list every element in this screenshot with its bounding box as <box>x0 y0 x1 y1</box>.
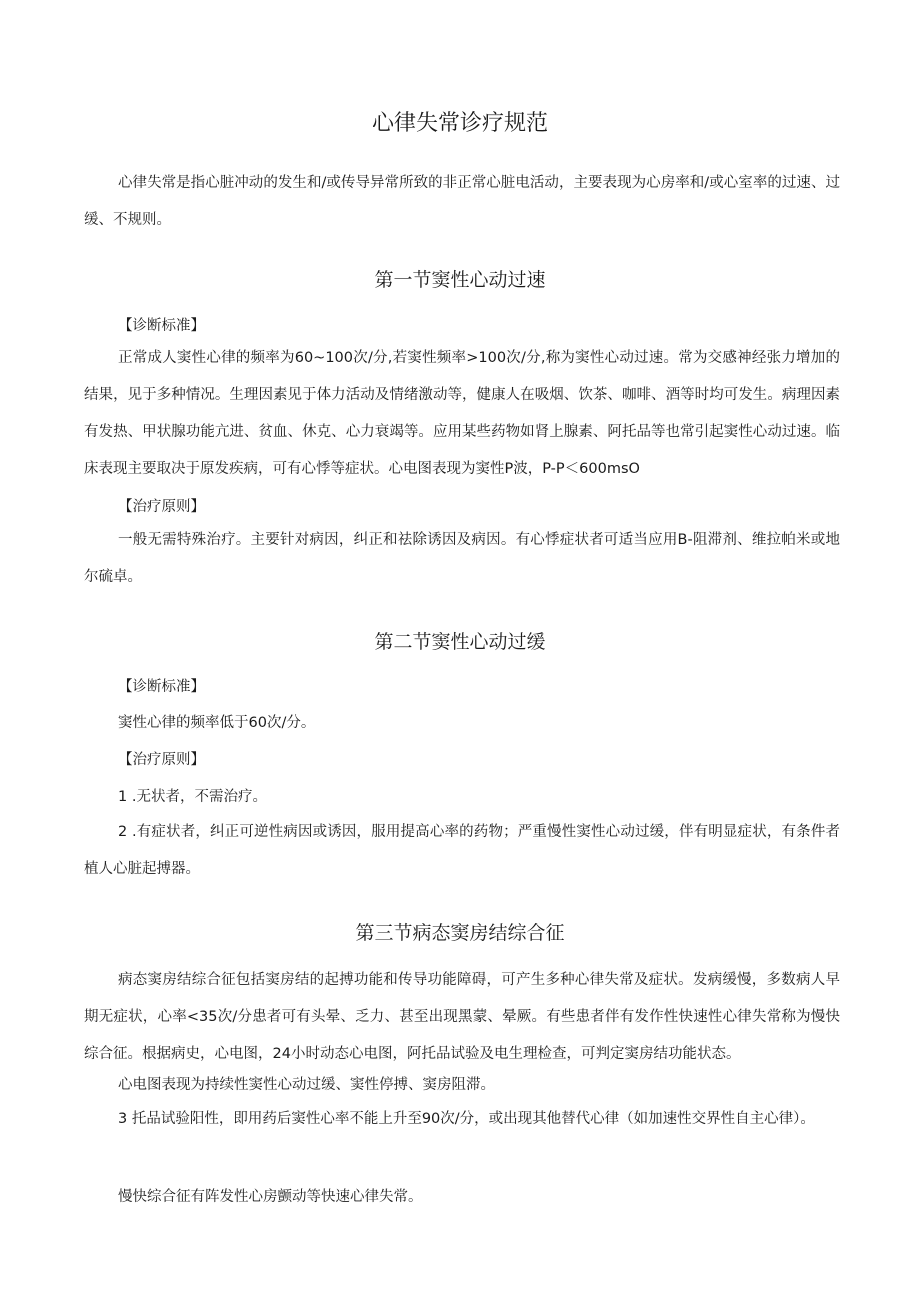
section-2-treatment-label: 【治疗原则】 <box>118 752 205 768</box>
section-3-heading: 第三节病态窦房结综合征 <box>355 922 565 944</box>
section-2-treatment-item-2: 2 .有症状者，纠正可逆性病因或诱因，服用提高心率的药物；严重慢性窦性心动过缓，伴有明显症状，有条件者植人心脏起搏器。 <box>84 824 840 877</box>
section-2-treatment-item-1: 1 .无状者，不需治疗。 <box>118 789 267 805</box>
section-1-treatment-text: 一般无需特殊治疗。主要针对病因，纠正和祛除诱因及病因。有心悸症状者可适当应用B-阻滞剂、维拉帕米或地尔硫卓。 <box>84 532 840 585</box>
section-3-paragraph-4: 慢快综合征有阵发性心房颤动等快速心律失常。 <box>118 1189 423 1205</box>
section-2-diagnosis-text: 窦性心律的频率低于60次/分。 <box>118 715 316 731</box>
section-1-diagnosis-text: 正常成人窦性心律的频率为60~100次/分,若窦性频率>100次/分,称为窦性心动过速。常为交感神经张力增加的结果，见于多种情况。生理因素见于体力活动及情绪激动等，健康人在吸烟、饮茶、咖啡、酒等时均可发生。病理因素有发热、甲状腺功能亢进、贫血、休克、心力衰竭等。应用某些药物如肾上腺素、阿托品等也常引起窦性心动过速。临床表现主要取决于原发疾病，可有心悸等症状。心电图表现为窦性P波，P-P＜600msO <box>84 350 840 477</box>
intro-paragraph: 心律失常是指心脏冲动的发生和/或传导异常所致的非正常心脏电活动，主要表现为心房率和/或心室率的过速、过缓、不规则。 <box>84 175 840 228</box>
section-3-paragraph-1: 病态窦房结综合征包括窦房结的起搏功能和传导功能障碍，可产生多种心律失常及症状。发病缓慢，多数病人早期无症状，心率<35次/分患者可有头晕、乏力、甚至出现黑蒙、晕厥。有些患者伴有发作性快速性心律失常称为慢快综合征。根据病史，心电图，24小时动态心电图，阿托品试验及电生理检查，可判定窦房结功能状态。 <box>84 972 840 1062</box>
section-3-paragraph-2: 心电图表现为持续性窦性心动过缓、窦性停搏、窦房阻滞。 <box>118 1077 495 1093</box>
section-1-heading: 第一节窦性心动过速 <box>374 269 546 291</box>
section-1-treatment-label: 【治疗原则】 <box>118 499 205 515</box>
section-1-diagnosis-label: 【诊断标准】 <box>118 318 205 334</box>
section-2-diagnosis-label: 【诊断标准】 <box>118 679 205 695</box>
section-3-paragraph-3: 3 托品试验阳性，即用药后窦性心率不能上升至90次/分，或出现其他替代心律（如加速性交界性自主心律）。 <box>118 1111 815 1127</box>
document-title: 心律失常诊疗规范 <box>371 111 548 136</box>
section-2-heading: 第二节窦性心动过缓 <box>374 631 546 653</box>
